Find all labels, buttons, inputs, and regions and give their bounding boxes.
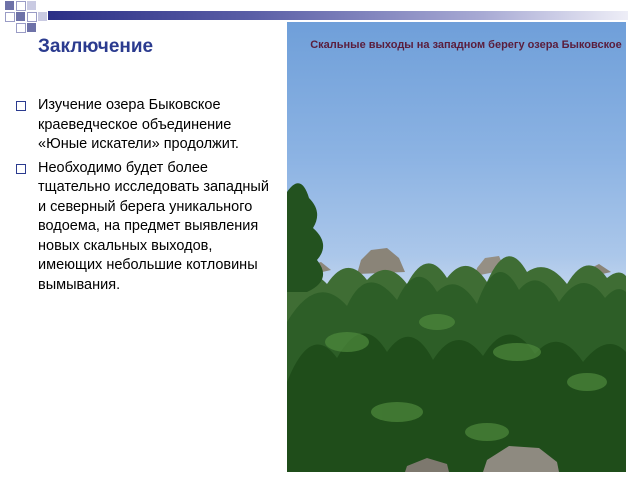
slide-title: Заключение	[38, 36, 154, 57]
square-bullet-icon	[16, 101, 26, 111]
landscape-photo	[287, 22, 626, 472]
bullet-item	[14, 159, 276, 296]
photo-caption: Скальные выходы на западном берегу озера Быковское	[310, 39, 622, 51]
bullet-list	[14, 96, 276, 299]
bullet-item	[14, 96, 276, 155]
bullet-text: Необходимо будет более тщательно исследовать западный и северный берега уникального водоема, на предмет выявления новых скальных выходов, имеющих небольшие котловины вымывания.	[38, 159, 269, 293]
decorative-squares	[0, 0, 60, 40]
pine-tree-left	[287, 183, 323, 292]
forest-rocks-illustration	[287, 22, 626, 472]
header-rule	[48, 11, 628, 20]
bullet-text: Изучение озера Быковское краеведческое объединение «Юные искатели» продолжит.	[38, 97, 239, 152]
square-bullet-icon	[16, 164, 26, 174]
